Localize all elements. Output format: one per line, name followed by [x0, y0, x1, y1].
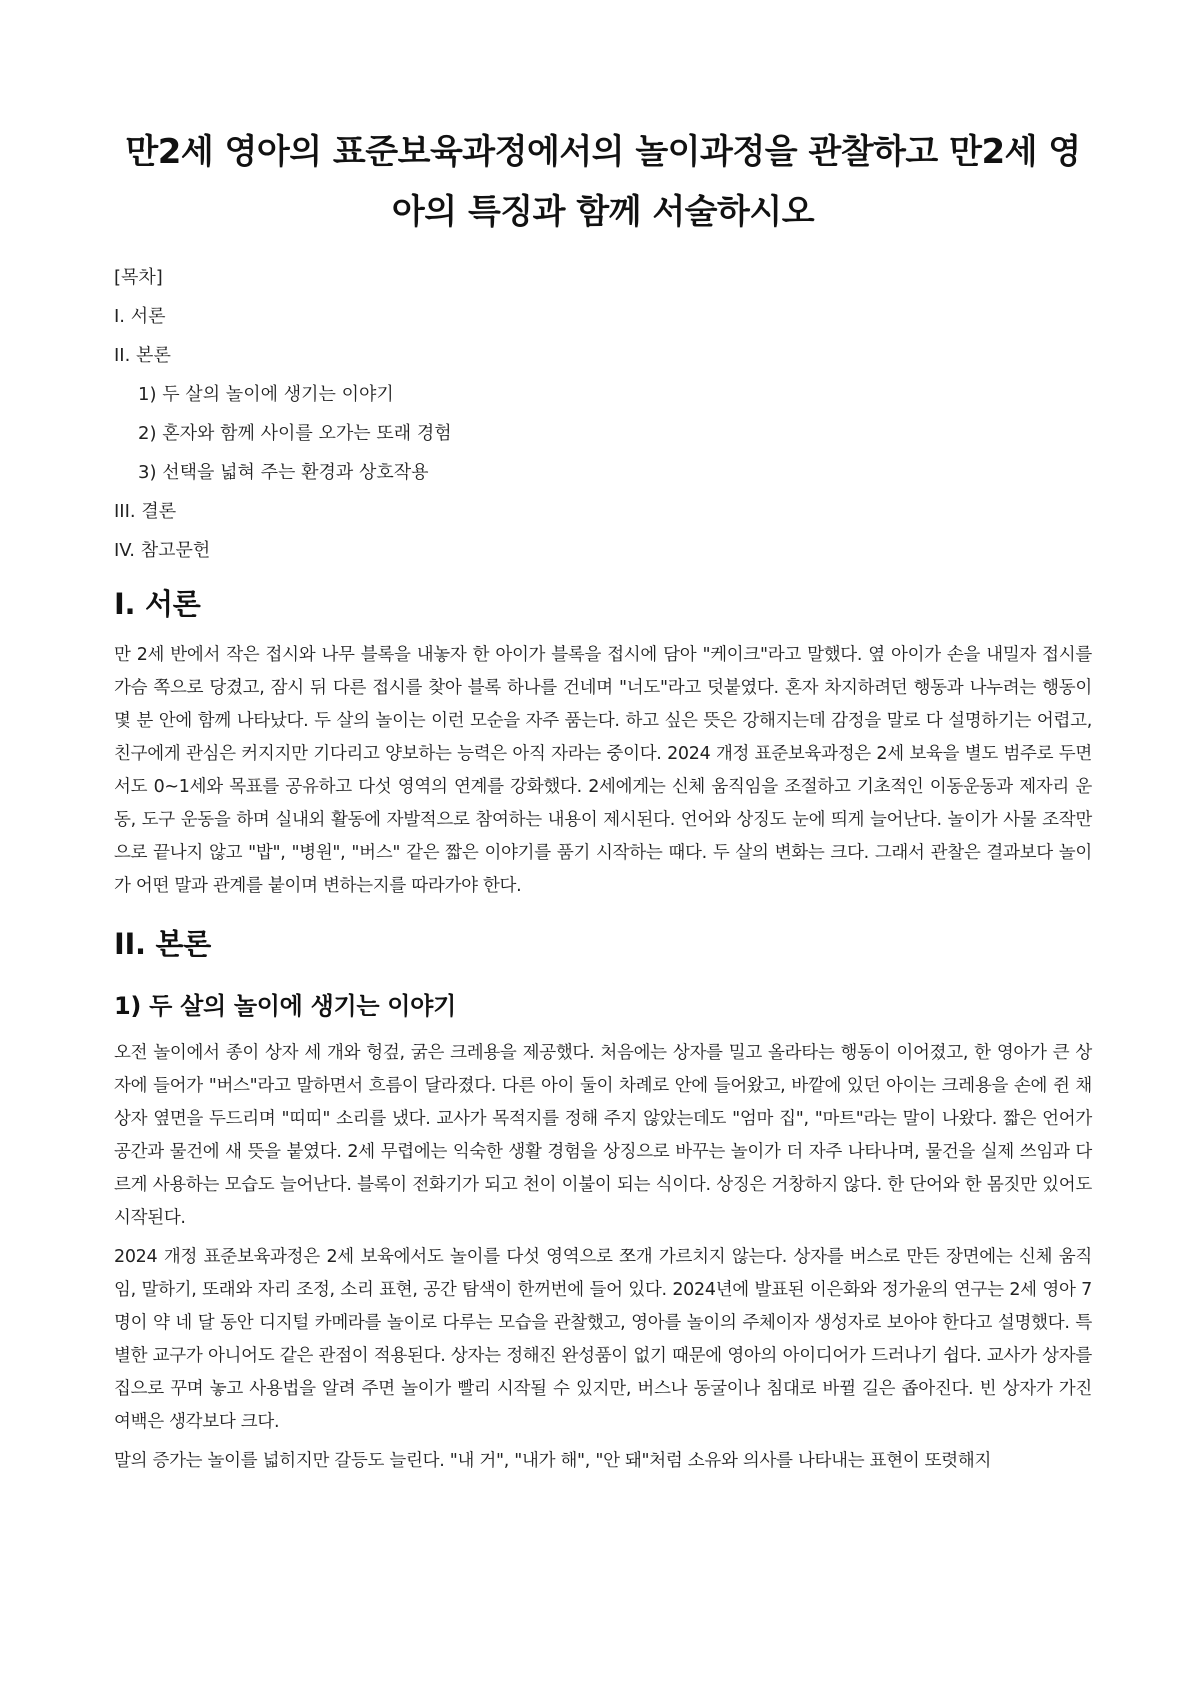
intro-paragraph: 만 2세 반에서 작은 접시와 나무 블록을 내놓자 한 아이가 블록을 접시에 담아 "케이크"라고 말했다. 옆 아이가 손을 내밀자 접시를 가슴 쪽으로 당겼고, 잠시 뒤 다른 접시를 찾아 블록 하나를 건네며 "너도"라고 덧붙였다. 혼자 차지하려던 행동과 나누려는 행동이 몇 분 안에 함께 나타났다. 두 살의 놀이는 이런 모순을 자주 품는다. 하고 싶은 뜻은 강해지는데 감정을 말로 다 설명하기는 어렵고, 친구에게 관심은 커지지만 기다리고 양보하는 능력은 아직 자라는 중이다. 2024 개정 표준보육과정은 2세 보육을 별도 범주로 두면서도 0~1세와 목표를 공유하고 다섯 영역의 연계를 강화했다. 2세에게는 신체 움직임을 조절하고 기초적인 이동운동과 제자리 운동, 도구 운동을 하며 실내외 활동에 자발적으로 참여하는 내용이 제시된다. 언어와 상징도 눈에 띄게 늘어난다. 놀이가 사물 조작만으로 끝나지 않고 "밥", "병원", "버스" 같은 짧은 이야기를 품기 시작하는 때다. 두 살의 변화는 크다. 그래서 관찰은 결과보다 놀이가 어떤 말과 관계를 붙이며 변하는지를 따라가야 한다. [114, 645, 1092, 896]
document-title: 만2세 영아의 표준보육과정에서의 놀이과정을 관찰하고 만2세 영아의 특징과 함께 서술하시오 [125, 132, 1081, 232]
toc-item-body: II. 본론 [114, 345, 171, 366]
subsection-heading-1: 1) 두 살의 놀이에 생기는 이야기 [114, 992, 456, 1020]
body-paragraph-3: 말의 증가는 놀이를 넓히지만 갈등도 늘린다. "내 거", "내가 해", "안 돼"처럼 소유와 의사를 나타내는 표현이 또렷해지 [114, 1451, 992, 1471]
section-heading-intro: I. 서론 [114, 587, 201, 621]
toc-item-conclusion: III. 결론 [114, 501, 177, 522]
body-paragraph-2: 2024 개정 표준보육과정은 2세 보육에서도 놀이를 다섯 영역으로 쪼개 가르치지 않는다. 상자를 버스로 만든 장면에는 신체 움직임, 말하기, 또래와 자리 조정, 소리 표현, 공간 탐색이 한꺼번에 들어 있다. 2024년에 발표된 이은화와 정가윤의 연구는 2세 영아 7명이 약 네 달 동안 디지털 카메라를 놀이로 다루는 모습을 관찰했고, 영아를 놀이의 주체이자 생성자로 보아야 한다고 설명했다. 특별한 교구가 아니어도 같은 관점이 적용된다. 상자는 정해진 완성품이 없기 때문에 영아의 아이디어가 드러나기 쉽다. 교사가 상자를 집으로 꾸며 놓고 사용법을 알려 주면 놀이가 빨리 시작될 수 있지만, 버스나 동굴이나 침대로 바뀔 길은 좁아진다. 빈 상자가 가진 여백은 생각보다 크다. [114, 1247, 1092, 1432]
toc-item-body-1: 1) 두 살의 놀이에 생기는 이야기 [138, 384, 394, 405]
toc-heading: [목차] [114, 267, 163, 288]
toc-item-references: IV. 참고문헌 [114, 540, 211, 561]
table-of-contents [114, 266, 1092, 563]
toc-item-body-3: 3) 선택을 넓혀 주는 환경과 상호작용 [138, 462, 429, 483]
toc-item-body-2: 2) 혼자와 함께 사이를 오가는 또래 경험 [138, 423, 452, 444]
body-paragraph-1: 오전 놀이에서 종이 상자 세 개와 헝겊, 굵은 크레용을 제공했다. 처음에는 상자를 밀고 올라타는 행동이 이어졌고, 한 영아가 큰 상자에 들어가 "버스"라고 말하면서 흐름이 달라졌다. 다른 아이 둘이 차례로 안에 들어왔고, 바깥에 있던 아이는 크레용을 손에 쥔 채 상자 옆면을 두드리며 "띠띠" 소리를 냈다. 교사가 목적지를 정해 주지 않았는데도 "엄마 집", "마트"라는 말이 나왔다. 짧은 언어가 공간과 물건에 새 뜻을 붙였다. 2세 무렵에는 익숙한 생활 경험을 상징으로 바꾸는 놀이가 더 자주 나타나며, 물건을 실제 쓰임과 다르게 사용하는 모습도 늘어난다. 블록이 전화기가 되고 천이 이불이 되는 식이다. 상징은 거창하지 않다. 한 단어와 한 몸짓만 있어도 시작된다. [114, 1043, 1092, 1228]
toc-item-intro: I. 서론 [114, 306, 166, 327]
section-heading-body: II. 본론 [114, 927, 211, 961]
